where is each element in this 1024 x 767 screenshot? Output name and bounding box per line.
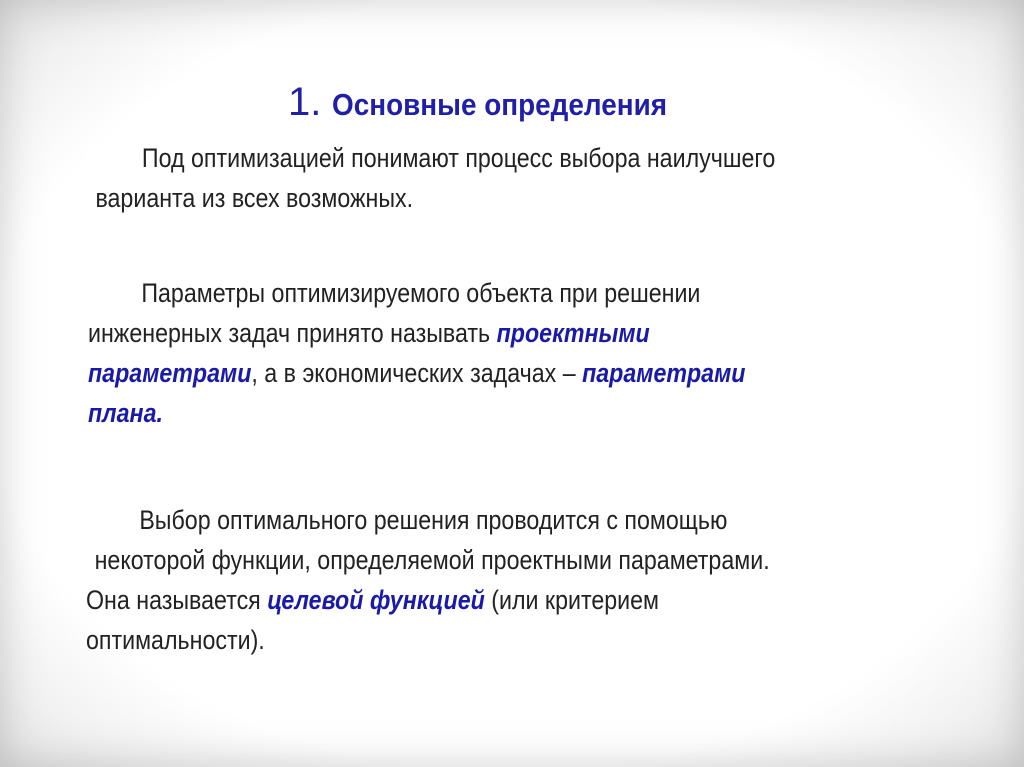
term-objective-function: целевой функцией (267, 585, 485, 615)
paragraph-optimization (92, 138, 886, 218)
paragraph-line (88, 353, 745, 393)
paragraph-text: (или критерием (484, 585, 660, 615)
paragraph-line: варианта из всех возможных. (95, 183, 414, 213)
slide-title (288, 80, 704, 125)
paragraph-text: Она называется (86, 585, 268, 615)
title-number: 1. (288, 80, 322, 124)
paragraph-text: инженерных задач принято называть (88, 318, 497, 348)
term-plan-parameters: параметрами (582, 358, 746, 388)
paragraph-parameters (88, 273, 853, 433)
paragraph-line (88, 393, 745, 433)
paragraph-objective-function (86, 500, 881, 660)
paragraph-line: Параметры оптимизируемого объекта при решении (141, 278, 701, 308)
paragraph-line (88, 313, 745, 353)
term-plan-parameters-cont: плана. (88, 398, 163, 428)
paragraph-line: Выбор оптимального решения проводится с помощью (139, 505, 728, 535)
paragraph-text: , а в экономических задачах – (251, 358, 583, 388)
term-design-parameters-cont: параметрами (88, 358, 252, 388)
paragraph-line: некоторой функции, определяемой проектными параметрами. (94, 545, 770, 575)
paragraph-line: Под оптимизацией понимают процесс выбора наилучшего (141, 143, 776, 173)
term-design-parameters: проектными (496, 318, 650, 348)
title-text: Основные определения (331, 87, 667, 122)
paragraph-line (86, 580, 770, 620)
paragraph-line: оптимальности). (86, 625, 265, 655)
